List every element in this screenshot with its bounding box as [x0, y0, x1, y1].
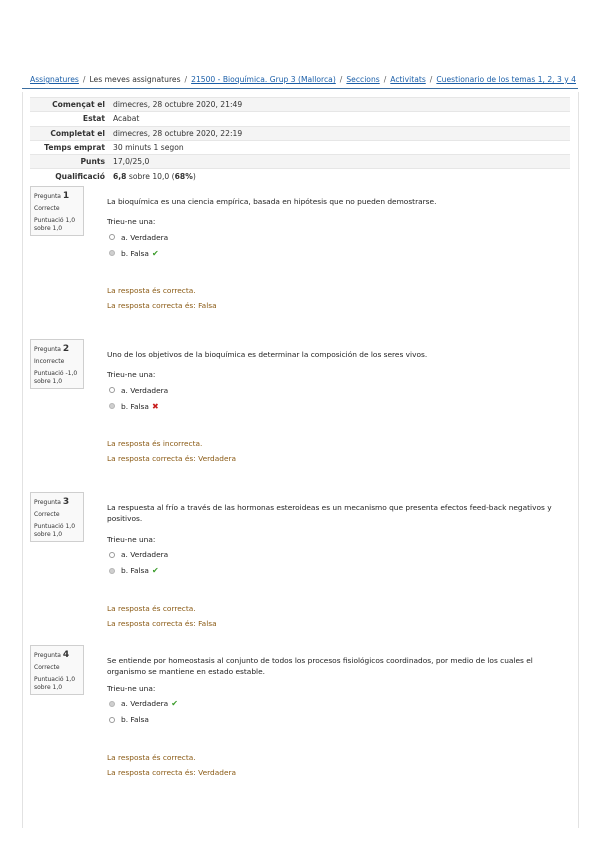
question-info — [30, 339, 84, 389]
summary-value: dimecres, 28 octubre 2020, 22:19 — [109, 126, 570, 140]
question-text: Se entiende por homeostasis al conjunto de todos los procesos fisiológicos coordinados, por medio de los cuales el organismo se mantiene en estado estable. — [107, 656, 533, 677]
grade-percent: 68% — [174, 171, 193, 181]
attempt-summary — [30, 97, 570, 183]
option-label: b. Falsa — [121, 566, 149, 576]
answer-option-a[interactable] — [107, 232, 567, 242]
summary-key: Completat el — [30, 126, 109, 140]
question-text: La respuesta al frío a través de las hormonas esteroideas es un mecanismo que presenta efectos feed-back negativos y positivos. — [107, 503, 552, 524]
grade-value: 6,8 — [113, 171, 127, 181]
breadcrumb-quiz[interactable]: Cuestionario de los temas 1, 2, 3 y 4 — [436, 75, 576, 84]
option-label: b. Falsa — [121, 715, 149, 725]
radio-button[interactable] — [109, 387, 115, 393]
summary-row-started — [30, 98, 570, 112]
breadcrumb-les-meves-assignatures: Les meves assignatures — [89, 75, 181, 84]
question-text: La bioquímica es una ciencia empírica, basada en hipótesis que no pueden demostrarse. — [107, 197, 437, 206]
answer-option-b[interactable] — [107, 248, 567, 258]
radio-button[interactable] — [109, 234, 115, 240]
question-text: Uno de los objetivos de la bioquímica es determinar la composición de los seres vivos. — [107, 350, 428, 359]
question-number: 3 — [62, 497, 70, 507]
check-icon: ✔ — [171, 699, 178, 709]
answer-prompt: Trieu-ne una: — [107, 217, 156, 227]
summary-key: Punts — [30, 155, 109, 169]
question-grade: Puntuació 1,0 sobre 1,0 — [34, 217, 76, 233]
question-content — [107, 196, 567, 310]
check-icon: ✔ — [151, 566, 159, 576]
radio-button-selected[interactable] — [109, 403, 115, 409]
question-content — [107, 349, 567, 463]
breadcrumb: Assignatures / Les meves assignatures / 21500 - Bioquímica. Grup 3 (Mallorca) / Seccions / Activitats / Cuestionario de los temas 1, 2, 3 y 4 — [30, 75, 576, 84]
answer-prompt: Trieu-ne una: — [107, 683, 156, 693]
summary-value: 30 minuts 1 segon — [109, 140, 570, 154]
question-number: 4 — [62, 650, 70, 660]
breadcrumb-activitats[interactable]: Activitats — [390, 75, 426, 84]
radio-button-selected[interactable] — [109, 568, 115, 574]
question-number: 1 — [62, 191, 70, 201]
summary-row-marks — [30, 155, 570, 169]
header-divider — [22, 88, 578, 89]
question-label: Pregunta — [34, 193, 61, 200]
right-answer-text: La resposta correcta és: Falsa — [107, 618, 217, 628]
grade-mid: sobre 10,0 ( — [126, 171, 175, 181]
right-answer-text: La resposta correcta és: Falsa — [107, 301, 217, 311]
radio-button-selected[interactable] — [109, 250, 115, 256]
answer-option-b[interactable] — [107, 715, 567, 725]
question-label: Pregunta — [34, 346, 61, 353]
question-info — [30, 492, 84, 542]
question-label: Pregunta — [34, 652, 61, 659]
breadcrumb-course[interactable]: 21500 - Bioquímica. Grup 3 (Mallorca) — [191, 75, 336, 84]
summary-value: 17,0/25,0 — [109, 155, 570, 169]
right-answer-text: La resposta correcta és: Verdadera — [107, 454, 237, 464]
radio-button[interactable] — [109, 717, 115, 723]
option-label: a. Verdadera — [121, 699, 169, 709]
question-content — [107, 655, 567, 777]
question-content — [107, 502, 567, 628]
summary-row-state — [30, 112, 570, 126]
feedback-text: La resposta és correcta. — [107, 286, 196, 296]
summary-key: Qualificació — [30, 169, 109, 183]
feedback-text: La resposta és incorrecta. — [107, 439, 203, 449]
summary-row-grade — [30, 169, 570, 183]
summary-key: Estat — [30, 112, 109, 126]
answer-option-b[interactable] — [107, 566, 567, 576]
question-info — [30, 186, 84, 236]
question-number: 2 — [62, 344, 70, 354]
right-answer-text: La resposta correcta és: Verdadera — [107, 767, 237, 777]
question-state: Correcte — [34, 205, 60, 213]
grade-end: ) — [192, 171, 196, 181]
question-state: Correcte — [34, 511, 60, 519]
summary-key: Començat el — [30, 98, 109, 112]
question-grade: Puntuació 1,0 sobre 1,0 — [34, 676, 76, 692]
check-icon: ✔ — [151, 248, 159, 258]
summary-value: dimecres, 28 octubre 2020, 21:49 — [109, 98, 570, 112]
answer-option-a[interactable] — [107, 699, 567, 709]
summary-value — [109, 169, 570, 183]
feedback-text: La resposta és correcta. — [107, 752, 196, 762]
answer-option-a[interactable] — [107, 385, 567, 395]
summary-row-completed — [30, 126, 570, 140]
option-label: b. Falsa — [121, 401, 149, 411]
radio-button-selected[interactable] — [109, 701, 115, 707]
breadcrumb-assignatures[interactable]: Assignatures — [30, 75, 79, 84]
question-state: Incorrecte — [34, 358, 65, 366]
cross-icon: ✖ — [151, 401, 159, 411]
summary-value: Acabat — [109, 112, 570, 126]
option-label: a. Verdadera — [121, 385, 169, 395]
question-info — [30, 645, 84, 695]
answer-option-b[interactable] — [107, 401, 567, 411]
breadcrumb-seccions[interactable]: Seccions — [346, 75, 380, 84]
summary-key: Temps emprat — [30, 140, 109, 154]
answer-prompt: Trieu-ne una: — [107, 534, 156, 544]
feedback-text: La resposta és correcta. — [107, 603, 196, 613]
radio-button[interactable] — [109, 552, 115, 558]
answer-prompt: Trieu-ne una: — [107, 370, 156, 380]
question-grade: Puntuació -1,0 sobre 1,0 — [34, 370, 78, 386]
option-label: a. Verdadera — [121, 232, 169, 242]
option-label: a. Verdadera — [121, 550, 169, 560]
question-grade: Puntuació 1,0 sobre 1,0 — [34, 523, 76, 539]
question-label: Pregunta — [34, 499, 61, 506]
option-label: b. Falsa — [121, 248, 149, 258]
summary-row-time-taken — [30, 140, 570, 154]
answer-option-a[interactable] — [107, 550, 567, 560]
question-state: Correcte — [34, 664, 60, 672]
